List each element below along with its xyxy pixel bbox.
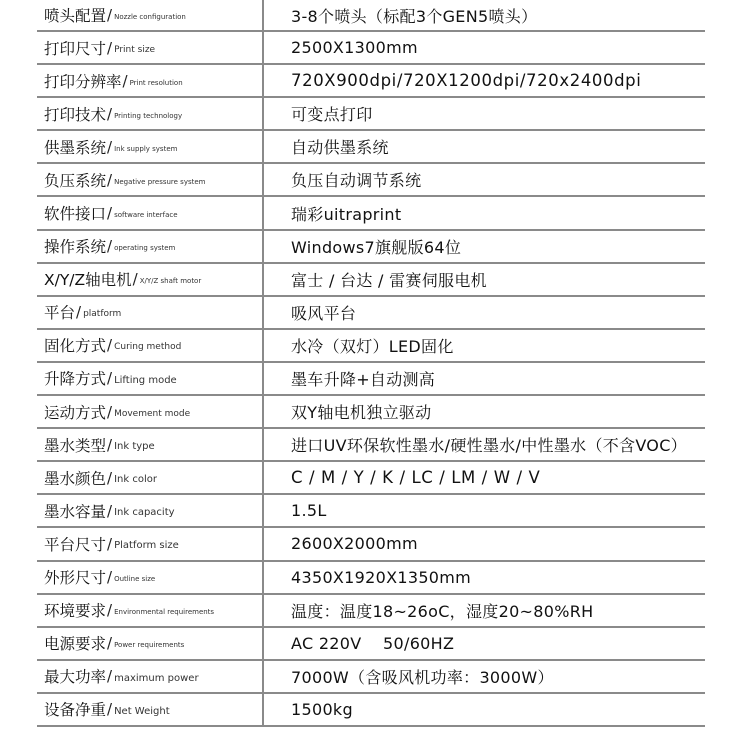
label-english: X/Y/Z shaft motor	[139, 277, 202, 286]
column-divider	[262, 595, 264, 626]
column-divider	[262, 495, 264, 526]
row-value: 720X900dpi/720X1200dpi/720x2400dpi	[291, 71, 642, 91]
label-english: software interface	[114, 211, 178, 220]
row-value: 1500kg	[291, 699, 353, 719]
label-separator: /	[107, 435, 113, 454]
label-english: Platform size	[114, 540, 179, 552]
column-divider	[262, 330, 264, 361]
row-value: 可变点打印	[291, 105, 373, 125]
row-label	[44, 98, 182, 129]
row-label	[44, 197, 178, 228]
label-separator: /	[132, 270, 138, 289]
label-chinese: 打印分辨率	[44, 72, 122, 91]
label-separator: /	[107, 601, 113, 620]
label-chinese: 升降方式	[44, 370, 107, 389]
column-divider	[262, 562, 264, 593]
label-chinese: 软件接口	[44, 205, 107, 224]
label-chinese: 电源要求	[44, 635, 107, 654]
label-chinese: 喷头配置	[44, 7, 107, 25]
label-separator: /	[107, 501, 113, 520]
row-value: 自动供墨系统	[291, 138, 389, 158]
row-label	[44, 429, 155, 460]
table-row	[37, 363, 705, 396]
row-label	[44, 231, 175, 262]
table-row	[37, 197, 705, 230]
row-value: 进口UV环保软性墨水/硬性墨水/中性墨水（不含VOC）	[291, 436, 687, 456]
row-label	[44, 694, 170, 725]
table-row	[37, 264, 705, 297]
row-value: 墨车升降+自动测高	[291, 369, 436, 389]
row-value: 温度：温度18~26oC，湿度20~80%RH	[291, 601, 594, 621]
label-chinese: 墨水容量	[44, 502, 107, 521]
row-value: 负压自动调节系统	[291, 171, 422, 191]
row-label	[44, 495, 175, 526]
row-value: 3-8个喷头（标配3个GEN5喷头）	[291, 6, 538, 26]
label-separator: /	[107, 38, 113, 57]
label-chinese: 墨水类型	[44, 436, 107, 455]
column-divider	[262, 231, 264, 262]
row-value: 4350X1920X1350mm	[291, 567, 472, 587]
row-label	[44, 661, 199, 692]
table-row	[37, 661, 705, 694]
table-row	[37, 628, 705, 661]
label-chinese: 运动方式	[44, 403, 107, 422]
label-chinese: 负压系统	[44, 171, 107, 190]
row-label	[44, 164, 206, 195]
label-english: Ink supply system	[114, 144, 178, 153]
label-chinese: 操作系统	[44, 238, 107, 257]
label-chinese: 墨水颜色	[44, 469, 107, 488]
label-english: Net Weight	[114, 705, 170, 717]
row-label	[44, 330, 181, 361]
row-label	[44, 32, 155, 63]
row-label	[44, 65, 183, 96]
label-chinese: 平台尺寸	[44, 535, 107, 554]
table-row	[37, 32, 705, 65]
label-separator: /	[107, 568, 113, 587]
row-value: 7000W（含吸风机功率：3000W）	[291, 667, 554, 687]
column-divider	[262, 32, 264, 63]
label-english: Movement mode	[114, 408, 191, 419]
table-row	[37, 495, 705, 528]
column-divider	[262, 363, 264, 394]
label-chinese: 平台	[44, 304, 76, 323]
label-separator: /	[107, 336, 113, 355]
row-value: 水冷（双灯）LED固化	[291, 336, 454, 356]
column-divider	[262, 429, 264, 460]
label-chinese: 最大功率	[44, 668, 107, 687]
column-divider	[262, 264, 264, 295]
row-value: 双Y轴电机独立驱动	[291, 403, 432, 423]
label-english: platform	[83, 309, 122, 320]
table-row	[37, 231, 705, 264]
column-divider	[262, 164, 264, 195]
row-label	[44, 131, 177, 162]
table-row	[37, 528, 705, 561]
row-label	[44, 628, 184, 659]
row-label	[44, 396, 190, 427]
row-label	[44, 264, 201, 295]
table-row	[37, 694, 705, 727]
label-chinese: 外形尺寸	[44, 569, 107, 588]
label-separator: /	[107, 468, 113, 487]
table-row	[37, 65, 705, 98]
label-english: Ink type	[114, 441, 155, 453]
label-separator: /	[107, 402, 113, 421]
label-english: maximum power	[114, 672, 199, 684]
table-row	[37, 0, 705, 32]
label-separator: /	[107, 700, 113, 719]
row-value: 富士 / 台达 / 雷赛伺服电机	[291, 270, 487, 290]
label-english: Negative pressure system	[114, 177, 206, 186]
row-label	[44, 528, 179, 559]
row-label	[44, 562, 155, 593]
spec-table	[37, 0, 705, 727]
table-row	[37, 98, 705, 131]
row-label	[44, 297, 121, 328]
row-value: 2500X1300mm	[291, 38, 418, 58]
table-row	[37, 562, 705, 595]
label-chinese: 打印技术	[44, 105, 107, 124]
label-separator: /	[107, 170, 113, 189]
label-english: operating system	[114, 244, 176, 253]
table-row	[37, 396, 705, 429]
table-row	[37, 164, 705, 197]
label-separator: /	[107, 204, 113, 223]
label-english: Print size	[114, 44, 156, 55]
label-separator: /	[107, 137, 113, 156]
column-divider	[262, 0, 264, 30]
table-row	[37, 462, 705, 495]
label-separator: /	[107, 104, 113, 123]
column-divider	[262, 65, 264, 96]
column-divider	[262, 197, 264, 228]
table-row	[37, 429, 705, 462]
label-chinese: 固化方式	[44, 337, 107, 356]
column-divider	[262, 297, 264, 328]
column-divider	[262, 694, 264, 725]
row-label	[44, 363, 177, 394]
column-divider	[262, 131, 264, 162]
column-divider	[262, 396, 264, 427]
label-english: Nozzle configuration	[114, 13, 186, 21]
row-value: 1.5L	[291, 501, 327, 521]
row-value: 吸风平台	[291, 303, 357, 323]
column-divider	[262, 661, 264, 692]
label-separator: /	[107, 369, 113, 388]
label-separator: /	[76, 303, 82, 322]
row-label	[44, 0, 186, 30]
column-divider	[262, 462, 264, 493]
column-divider	[262, 628, 264, 659]
row-value: 2600X2000mm	[291, 534, 418, 554]
label-english: Lifting mode	[114, 374, 177, 386]
table-row	[37, 595, 705, 628]
label-chinese: X/Y/Z轴电机	[44, 271, 132, 290]
table-row	[37, 297, 705, 330]
label-separator: /	[107, 6, 113, 24]
column-divider	[262, 98, 264, 129]
table-row	[37, 330, 705, 363]
label-english: Outline size	[114, 575, 156, 584]
table-row	[37, 131, 705, 164]
label-english: Print resolution	[129, 78, 183, 87]
row-label	[44, 595, 214, 626]
label-english: Ink color	[114, 474, 157, 486]
label-chinese: 打印尺寸	[44, 39, 107, 58]
label-english: Power requirements	[114, 641, 185, 650]
label-separator: /	[107, 634, 113, 653]
label-chinese: 环境要求	[44, 602, 107, 621]
row-value: Windows7旗舰版64位	[291, 237, 462, 257]
label-english: Curing method	[114, 342, 182, 353]
label-separator: /	[122, 71, 128, 90]
row-value: AC 220V 50/60HZ	[291, 633, 455, 653]
label-english: Printing technology	[114, 111, 183, 120]
label-separator: /	[107, 667, 113, 686]
row-label	[44, 462, 157, 493]
label-separator: /	[107, 237, 113, 256]
label-english: Ink capacity	[114, 507, 175, 519]
label-chinese: 供墨系统	[44, 138, 107, 157]
label-english: Environmental requirements	[114, 608, 215, 617]
column-divider	[262, 528, 264, 559]
row-value: C / M / Y / K / LC / LM / W / V	[291, 468, 541, 488]
label-separator: /	[107, 534, 113, 553]
row-value: 瑞彩uitraprint	[291, 204, 402, 224]
label-chinese: 设备净重	[44, 701, 107, 720]
